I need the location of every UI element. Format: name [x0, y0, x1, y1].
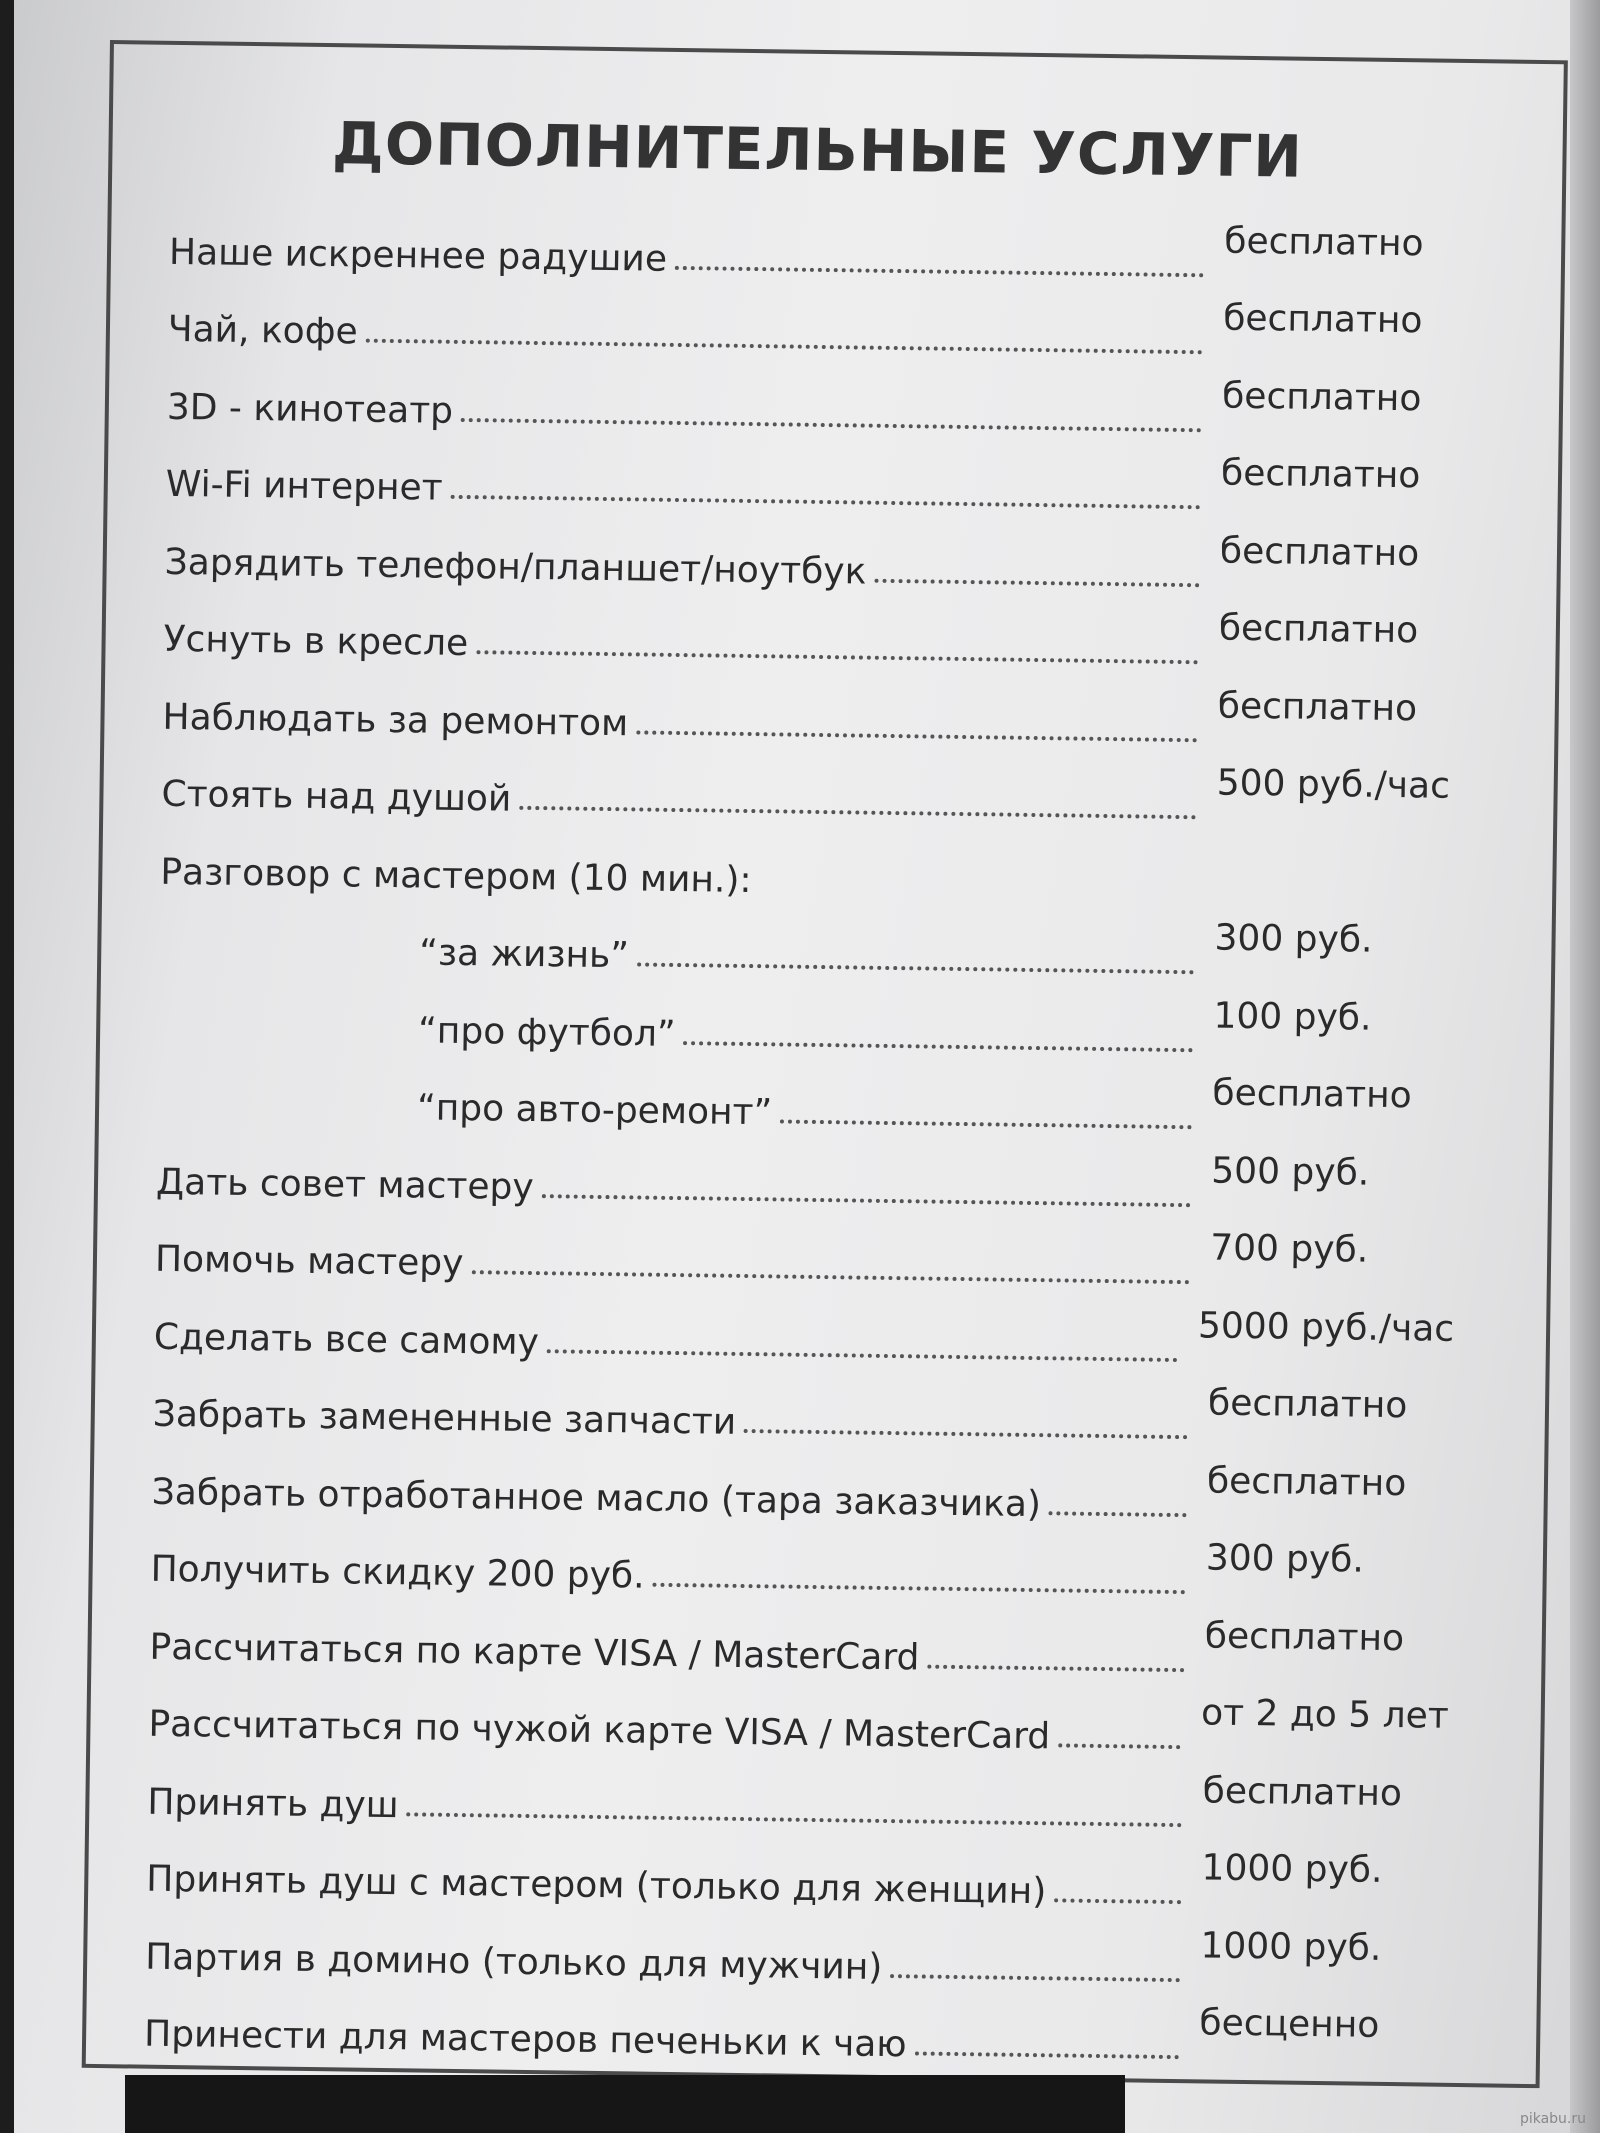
dot-leader: [1049, 1511, 1187, 1517]
service-price: бесплатно: [1204, 1614, 1405, 1659]
service-price: 500 руб.: [1211, 1149, 1370, 1194]
dot-leader: [1058, 1743, 1181, 1749]
service-label: Чай, кофе: [167, 308, 358, 353]
service-label: Уснуть в кресле: [163, 618, 469, 665]
service-price: [1215, 881, 1460, 884]
service-label: Наблюдать за ремонтом: [162, 696, 629, 744]
service-price: 5000 руб./час: [1197, 1304, 1455, 1350]
dot-leader: [759, 891, 1195, 897]
service-label: Наше искреннее радушие: [168, 231, 668, 280]
service-label: Получить скидку 200 руб.: [150, 1548, 645, 1597]
service-label: Принести для мастеров печеньки к чаю: [143, 2013, 907, 2066]
service-label: Сделать все самому: [153, 1316, 540, 1363]
paper-edge-right: [1570, 0, 1600, 2133]
dot-leader: [519, 806, 1196, 819]
service-label: Принять душ: [147, 1781, 399, 1826]
service-price: 300 руб.: [1214, 917, 1373, 961]
service-label: Рассчитаться по чужой карте VISA / MasterCard: [148, 1703, 1051, 1758]
service-price: бесплатно: [1222, 297, 1423, 342]
service-label: Рассчитаться по карте VISA / MasterCard: [149, 1626, 920, 1678]
service-label: Зарядить телефон/планшет/ноутбук: [164, 541, 867, 593]
service-price: 500 руб./час: [1216, 762, 1451, 807]
service-label: Дать совет мастеру: [155, 1161, 535, 1208]
service-price: бесплатно: [1217, 685, 1418, 729]
dark-edge-left: [0, 0, 14, 2133]
dot-leader: [471, 1270, 1189, 1284]
dot-leader: [927, 1664, 1184, 1672]
service-label: Помочь мастеру: [154, 1238, 464, 1285]
service-label: Забрать замененные запчасти: [152, 1393, 737, 1443]
dot-leader: [637, 962, 1194, 974]
service-price: бесплатно: [1212, 1072, 1412, 1117]
dot-leader: [461, 417, 1202, 431]
dot-leader: [366, 339, 1203, 355]
service-label: Партия в домино (только для мужчин): [144, 1936, 883, 1988]
service-label: 3D - кинотеатр: [166, 386, 454, 432]
dot-leader: [476, 650, 1198, 664]
dot-leader: [914, 2051, 1178, 2059]
service-label: “за жизнь”: [418, 932, 630, 977]
service-label: Разговор с мастером (10 мин.):: [160, 851, 752, 901]
service-label: Принять душ с мастером (только для женщин): [146, 1858, 1047, 1913]
service-price: бесплатно: [1202, 1769, 1403, 1814]
service-price: от 2 до 5 лет: [1200, 1692, 1450, 1737]
watermark: pikabu.ru: [1519, 2111, 1586, 2127]
services-list: [144, 195, 1470, 2073]
service-price: 1000 руб.: [1200, 1924, 1382, 1969]
dot-leader: [683, 1041, 1193, 1052]
dot-leader: [547, 1349, 1178, 1362]
dot-leader: [1054, 1898, 1181, 1904]
dot-leader: [407, 1812, 1183, 1827]
service-label: Wi-Fi интернет: [165, 463, 443, 509]
service-label: “про авто-ремонт”: [416, 1087, 773, 1134]
dot-leader: [652, 1583, 1185, 1594]
dot-leader: [874, 578, 1199, 587]
service-price: 100 руб.: [1213, 995, 1372, 1039]
service-label: Забрать отработанное масло (тара заказчика): [151, 1471, 1042, 1525]
service-price: бесплатно: [1224, 220, 1424, 264]
service-price: бесценно: [1199, 2002, 1380, 2046]
service-price: бесплатно: [1207, 1382, 1408, 1427]
price-list-frame: [82, 40, 1568, 2088]
service-price: бесплатно: [1218, 607, 1419, 652]
service-price: 700 руб.: [1209, 1227, 1369, 1271]
page-title: ДОПОЛНИТЕЛЬНЫЕ УСЛУГИ: [331, 109, 1304, 191]
dot-leader: [542, 1194, 1191, 1207]
black-tape-strip: [125, 2075, 1125, 2133]
service-price: 300 руб.: [1205, 1537, 1365, 1581]
dot-leader: [675, 265, 1204, 276]
service-price: бесплатно: [1220, 452, 1421, 497]
dot-leader: [451, 495, 1201, 509]
service-price: бесплатно: [1221, 375, 1422, 419]
service-label: “про футбол”: [417, 1009, 676, 1055]
service-label: Стоять над душой: [161, 773, 512, 820]
service-price: бесплатно: [1219, 530, 1420, 574]
service-price: бесплатно: [1206, 1459, 1407, 1504]
dot-leader: [780, 1119, 1192, 1129]
dot-leader: [890, 1974, 1180, 1982]
dot-leader: [636, 730, 1197, 742]
service-price: 1000 руб.: [1201, 1847, 1383, 1891]
dot-leader: [744, 1429, 1188, 1439]
